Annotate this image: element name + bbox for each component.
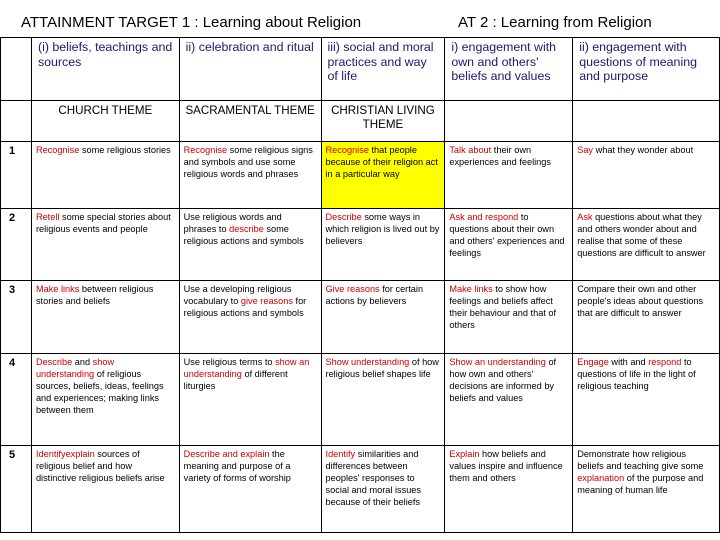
- level-rows: [1, 142, 720, 533]
- cell-social-moral: [321, 281, 445, 354]
- theme-christian-living: CHRISTIAN LIVING THEME: [321, 101, 445, 142]
- statement-text: some religious actions and symbols: [183, 224, 304, 246]
- levels-table: [0, 37, 720, 533]
- cell-beliefs: [31, 281, 179, 354]
- cell-social-moral: [321, 354, 445, 446]
- key-verb: Show understanding: [325, 357, 410, 367]
- statement-text: what they wonder about: [593, 145, 694, 155]
- cell-engagement-questions: [573, 281, 720, 354]
- statement-text: of different liturgies: [183, 369, 288, 391]
- level-row-3: [1, 281, 720, 354]
- cell-celebration: [179, 142, 321, 209]
- cell-engagement-beliefs: [445, 281, 573, 354]
- statement-text: some special stories about religious events and people: [35, 212, 171, 234]
- cell-engagement-beliefs: [445, 446, 573, 533]
- statement-text: with and: [608, 357, 649, 367]
- cell-celebration: [179, 281, 321, 354]
- key-verb: Engage: [577, 357, 609, 367]
- level-row-4: [1, 354, 720, 446]
- statement-text: the meaning and purpose of a variety of forms of worship: [183, 449, 291, 483]
- cell-social-moral: [321, 142, 445, 209]
- header-social-moral: iii) social and moral practices and way of life: [321, 38, 445, 101]
- statement-text: of how own and others' decisions are informed by beliefs and values: [449, 357, 557, 403]
- key-verb: Make links: [449, 284, 493, 294]
- key-verb: Explain: [449, 449, 480, 459]
- key-verb: Give reasons: [325, 284, 380, 294]
- theme-empty-2: [573, 101, 720, 142]
- theme-empty-1: [445, 101, 573, 142]
- cell-beliefs: [31, 142, 179, 209]
- key-verb: explanation: [577, 473, 625, 483]
- strand-header-row: [1, 38, 720, 101]
- key-verb: Recognise: [325, 145, 369, 155]
- key-verb: Identify: [325, 449, 356, 459]
- statement-text: some ways in which religion is lived out by believers: [325, 212, 440, 246]
- key-verb: Talk about: [449, 145, 492, 155]
- statement-text: Use religious terms to: [183, 357, 276, 367]
- statement-text: Use religious words and phrases to: [183, 212, 282, 234]
- level-number: 2: [1, 209, 32, 281]
- corner-cell: [1, 38, 32, 101]
- statement-text: how beliefs and values inspire and influence them and others: [449, 449, 563, 483]
- key-verb: Retell: [35, 212, 60, 222]
- statement-text: for certain actions by believers: [325, 284, 424, 306]
- theme-corner-cell: [1, 101, 32, 142]
- key-verb: Say: [577, 145, 594, 155]
- cell-engagement-beliefs: [445, 142, 573, 209]
- level-number: 1: [1, 142, 32, 209]
- cell-social-moral: [321, 209, 445, 281]
- cell-beliefs: [31, 354, 179, 446]
- cell-celebration: [179, 209, 321, 281]
- header-beliefs: (i) beliefs, teachings and sources: [31, 38, 179, 101]
- key-verb: show an understanding: [183, 357, 310, 379]
- statement-text: for religious actions and symbols: [183, 296, 307, 318]
- level-row-1: [1, 142, 720, 209]
- key-verb: Describe: [325, 212, 362, 222]
- cell-engagement-questions: [573, 142, 720, 209]
- level-number: 3: [1, 281, 32, 354]
- cell-social-moral: [321, 446, 445, 533]
- statement-text: some religious stories: [79, 145, 171, 155]
- key-verb: give reasons: [240, 296, 293, 306]
- cell-celebration: [179, 354, 321, 446]
- key-verb: Describe and explain: [183, 449, 270, 459]
- cell-celebration: [179, 446, 321, 533]
- statement-text: how distinctive religious beliefs arise: [35, 461, 165, 483]
- statement-text: questions about what they and others wonder about and realise that some of these questions are difficult to answer: [577, 212, 706, 258]
- cell-engagement-questions: [573, 354, 720, 446]
- header-engagement-questions: ii) engagement with questions of meaning and purpose: [573, 38, 720, 101]
- statement-text: sources of religious belief and: [35, 449, 140, 471]
- key-verb: Identify: [35, 449, 66, 459]
- statement-text: Use a developing religious vocabulary to: [183, 284, 292, 306]
- statement-text: to questions of life in the light of religious teaching: [577, 357, 696, 391]
- theme-sacramental: SACRAMENTAL THEME: [179, 101, 321, 142]
- statement-text: of how religious belief shapes life: [325, 357, 439, 379]
- theme-church: CHURCH THEME: [31, 101, 179, 142]
- level-number: 4: [1, 354, 32, 446]
- at1-title: ATTAINMENT TARGET 1 : Learning about Religion: [21, 14, 362, 31]
- statement-text: Demonstrate how religious beliefs and teaching give some: [577, 449, 704, 471]
- key-verb: Ask: [577, 212, 593, 222]
- key-verb: Describe: [35, 357, 73, 367]
- key-verb: Ask and respond: [449, 212, 519, 222]
- statement-text: of religious sources, beliefs, ideas, feelings and experiences; making links between them: [35, 369, 164, 415]
- key-verb: respond: [648, 357, 682, 367]
- at2-title: AT 2 : Learning from Religion: [458, 14, 652, 31]
- level-number: 5: [1, 446, 32, 533]
- header-celebration: ii) celebration and ritual: [179, 38, 321, 101]
- header-engagement-beliefs: i) engagement with own and others' beliefs and values: [445, 38, 573, 101]
- statement-text: between religious stories and beliefs: [35, 284, 154, 306]
- theme-row: [1, 101, 720, 142]
- cell-engagement-questions: [573, 209, 720, 281]
- cell-beliefs: [31, 446, 179, 533]
- statement-text: their own experiences and feelings: [449, 145, 551, 167]
- cell-engagement-beliefs: [445, 209, 573, 281]
- key-verb: Make links: [35, 284, 80, 294]
- statement-text: some religious signs and symbols and use some religious words and phrases: [183, 145, 313, 179]
- statement-text: to show how feelings and beliefs affect their behaviour and that of others: [449, 284, 557, 330]
- key-verb: show understanding: [35, 357, 115, 379]
- statement-text: and: [72, 357, 93, 367]
- statement-text: Compare their own and other people's ideas about questions that are difficult to answer: [577, 284, 704, 318]
- statement-text: of the purpose and meaning of human life: [577, 473, 704, 495]
- level-row-5: [1, 446, 720, 533]
- statement-text: to questions about their own and others' experiences and feelings: [449, 212, 565, 258]
- key-verb: describe: [229, 224, 264, 234]
- cell-beliefs: [31, 209, 179, 281]
- key-verb: Recognise: [183, 145, 228, 155]
- level-row-2: [1, 209, 720, 281]
- cell-engagement-questions: [573, 446, 720, 533]
- statement-text: that people because of their religion act in a particular way: [325, 145, 438, 179]
- key-verb: Show an understanding: [449, 357, 546, 367]
- statement-text: similarities and differences between peoples' responses to social and moral issues because of their beliefs: [325, 449, 422, 507]
- key-verb: explain: [65, 449, 95, 459]
- key-verb: Recognise: [35, 145, 80, 155]
- cell-engagement-beliefs: [445, 354, 573, 446]
